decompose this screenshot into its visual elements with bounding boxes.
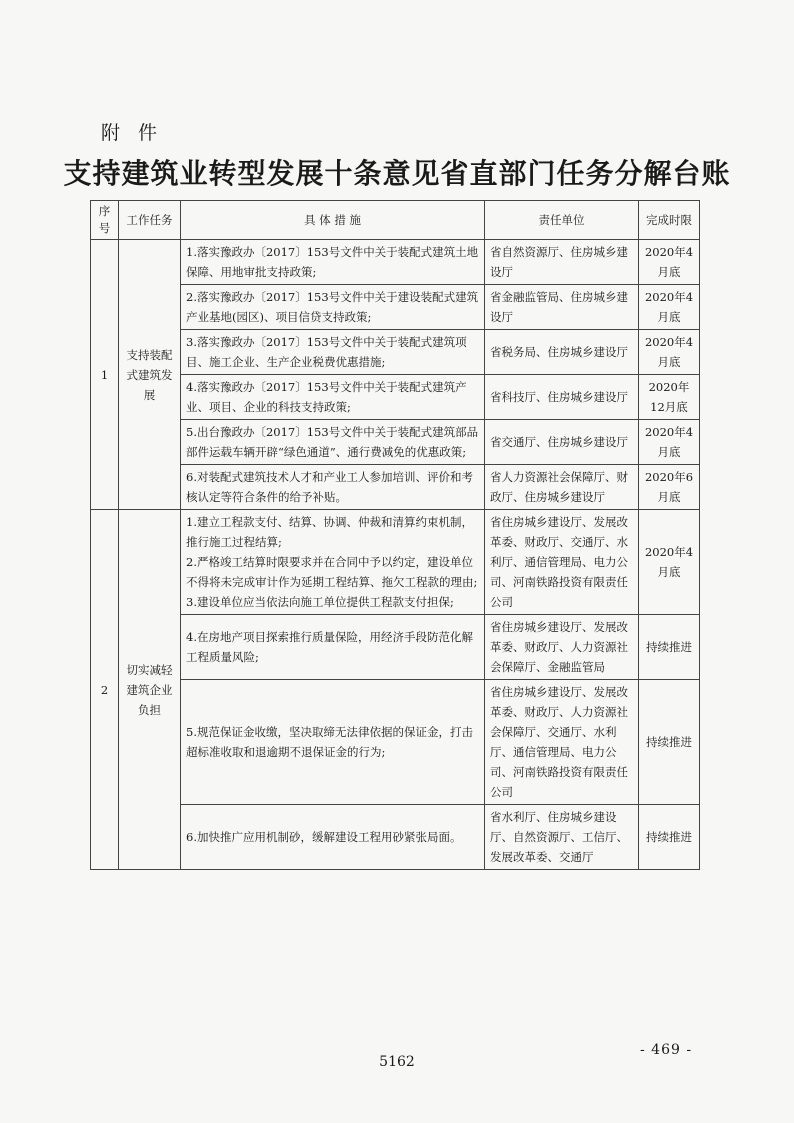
deadline-cell: 2020年4月底: [639, 285, 700, 330]
measure-cell: 3.落实豫政办〔2017〕153号文件中关于装配式建筑项目、施工企业、生产企业税费优惠措施;: [181, 330, 485, 375]
table-row: [91, 285, 700, 330]
deadline-cell: 持续推进: [639, 805, 700, 870]
table-row: [91, 330, 700, 375]
deadline-cell: 2020年4月底: [639, 330, 700, 375]
measure-line: 3.建设单位应当依法向施工单位提供工程款支付担保;: [186, 595, 454, 609]
table-row: [91, 680, 700, 805]
deadline-cell: 2020年4月底: [639, 510, 700, 615]
table-row: [91, 420, 700, 465]
dept-cell: 省科技厅、住房城乡建设厅: [485, 375, 639, 420]
dept-cell: 省金融监管局、住房城乡建设厅: [485, 285, 639, 330]
group-task: 切实减轻建筑企业负担: [119, 510, 181, 870]
measure-cell: 1.落实豫政办〔2017〕153号文件中关于装配式建筑土地保障、用地审批支持政策;: [181, 240, 485, 285]
table-row: [91, 615, 700, 680]
group-no: 2: [91, 510, 119, 870]
table-row: [91, 465, 700, 510]
task-table: [90, 200, 700, 870]
measure-cell: 6.对装配式建筑技术人才和产业工人参加培训、评价和考核认定等符合条件的给予补贴。: [181, 465, 485, 510]
measure-line: 2.严格竣工结算时限要求并在合同中予以约定，建设单位不得将未完成审计作为延期工程结算、拖欠工程款的理由;: [186, 555, 478, 589]
header-measure: 具 体 措 施: [181, 201, 485, 240]
table-row: [91, 240, 700, 285]
deadline-cell: 2020年6月底: [639, 465, 700, 510]
measure-line: 1.建立工程款支付、结算、协调、仲裁和清算约束机制，推行施工过程结算;: [186, 515, 473, 549]
deadline-cell: 2020年4月底: [639, 240, 700, 285]
dept-cell: 省税务局、住房城乡建设厅: [485, 330, 639, 375]
header-dept: 责任单位: [485, 201, 639, 240]
deadline-cell: 2020年12月底: [639, 375, 700, 420]
attachment-label: 附 件: [101, 122, 164, 144]
table-header-row: [91, 201, 700, 240]
dept-cell: 省住房城乡建设厅、发展改革委、财政厅、人力资源社会保障厅、金融监管局: [485, 615, 639, 680]
document-number: 5162: [379, 1054, 415, 1070]
deadline-cell: 2020年4月底: [639, 420, 700, 465]
header-no: 序号: [91, 201, 119, 240]
measure-cell: 5.规范保证金收缴，坚决取缔无法律依据的保证金，打击超标准收取和退逾期不退保证金的行为;: [181, 680, 485, 805]
dept-cell: 省水利厅、住房城乡建设厅、自然资源厅、工信厅、发展改革委、交通厅: [485, 805, 639, 870]
page-number: - 469 -: [640, 1042, 693, 1058]
group-task: 支持装配式建筑发展: [119, 240, 181, 510]
dept-cell: 省自然资源厅、住房城乡建设厅: [485, 240, 639, 285]
deadline-cell: 持续推进: [639, 680, 700, 805]
deadline-cell: 持续推进: [639, 615, 700, 680]
measure-cell: 2.落实豫政办〔2017〕153号文件中关于建设装配式建筑产业基地(园区)、项目信贷支持政策;: [181, 285, 485, 330]
measure-cell: 4.在房地产项目探索推行质量保险，用经济手段防范化解工程质量风险;: [181, 615, 485, 680]
header-deadline: 完成时限: [639, 201, 700, 240]
table-row: [91, 510, 700, 615]
measure-cell: 6.加快推广应用机制砂，缓解建设工程用砂紧张局面。: [181, 805, 485, 870]
dept-cell: 省人力资源社会保障厅、财政厅、住房城乡建设厅: [485, 465, 639, 510]
measure-cell: 5.出台豫政办〔2017〕153号文件中关于装配式建筑部品部件运载车辆开辟“绿色通道”、通行费减免的优惠政策;: [181, 420, 485, 465]
measure-cell: [181, 510, 485, 615]
table-row: [91, 375, 700, 420]
group-no: 1: [91, 240, 119, 510]
dept-cell: 省住房城乡建设厅、发展改革委、财政厅、交通厅、水利厅、通信管理局、电力公司、河南铁路投资有限责任公司: [485, 510, 639, 615]
header-task: 工作任务: [119, 201, 181, 240]
document-title: 支持建筑业转型发展十条意见省直部门任务分解台账: [63, 157, 731, 190]
measure-cell: 4.落实豫政办〔2017〕153号文件中关于装配式建筑产业、项目、企业的科技支持政策;: [181, 375, 485, 420]
dept-cell: 省住房城乡建设厅、发展改革委、财政厅、人力资源社会保障厅、交通厅、水利厅、通信管理局、电力公司、河南铁路投资有限责任公司: [485, 680, 639, 805]
table-row: [91, 805, 700, 870]
dept-cell: 省交通厅、住房城乡建设厅: [485, 420, 639, 465]
